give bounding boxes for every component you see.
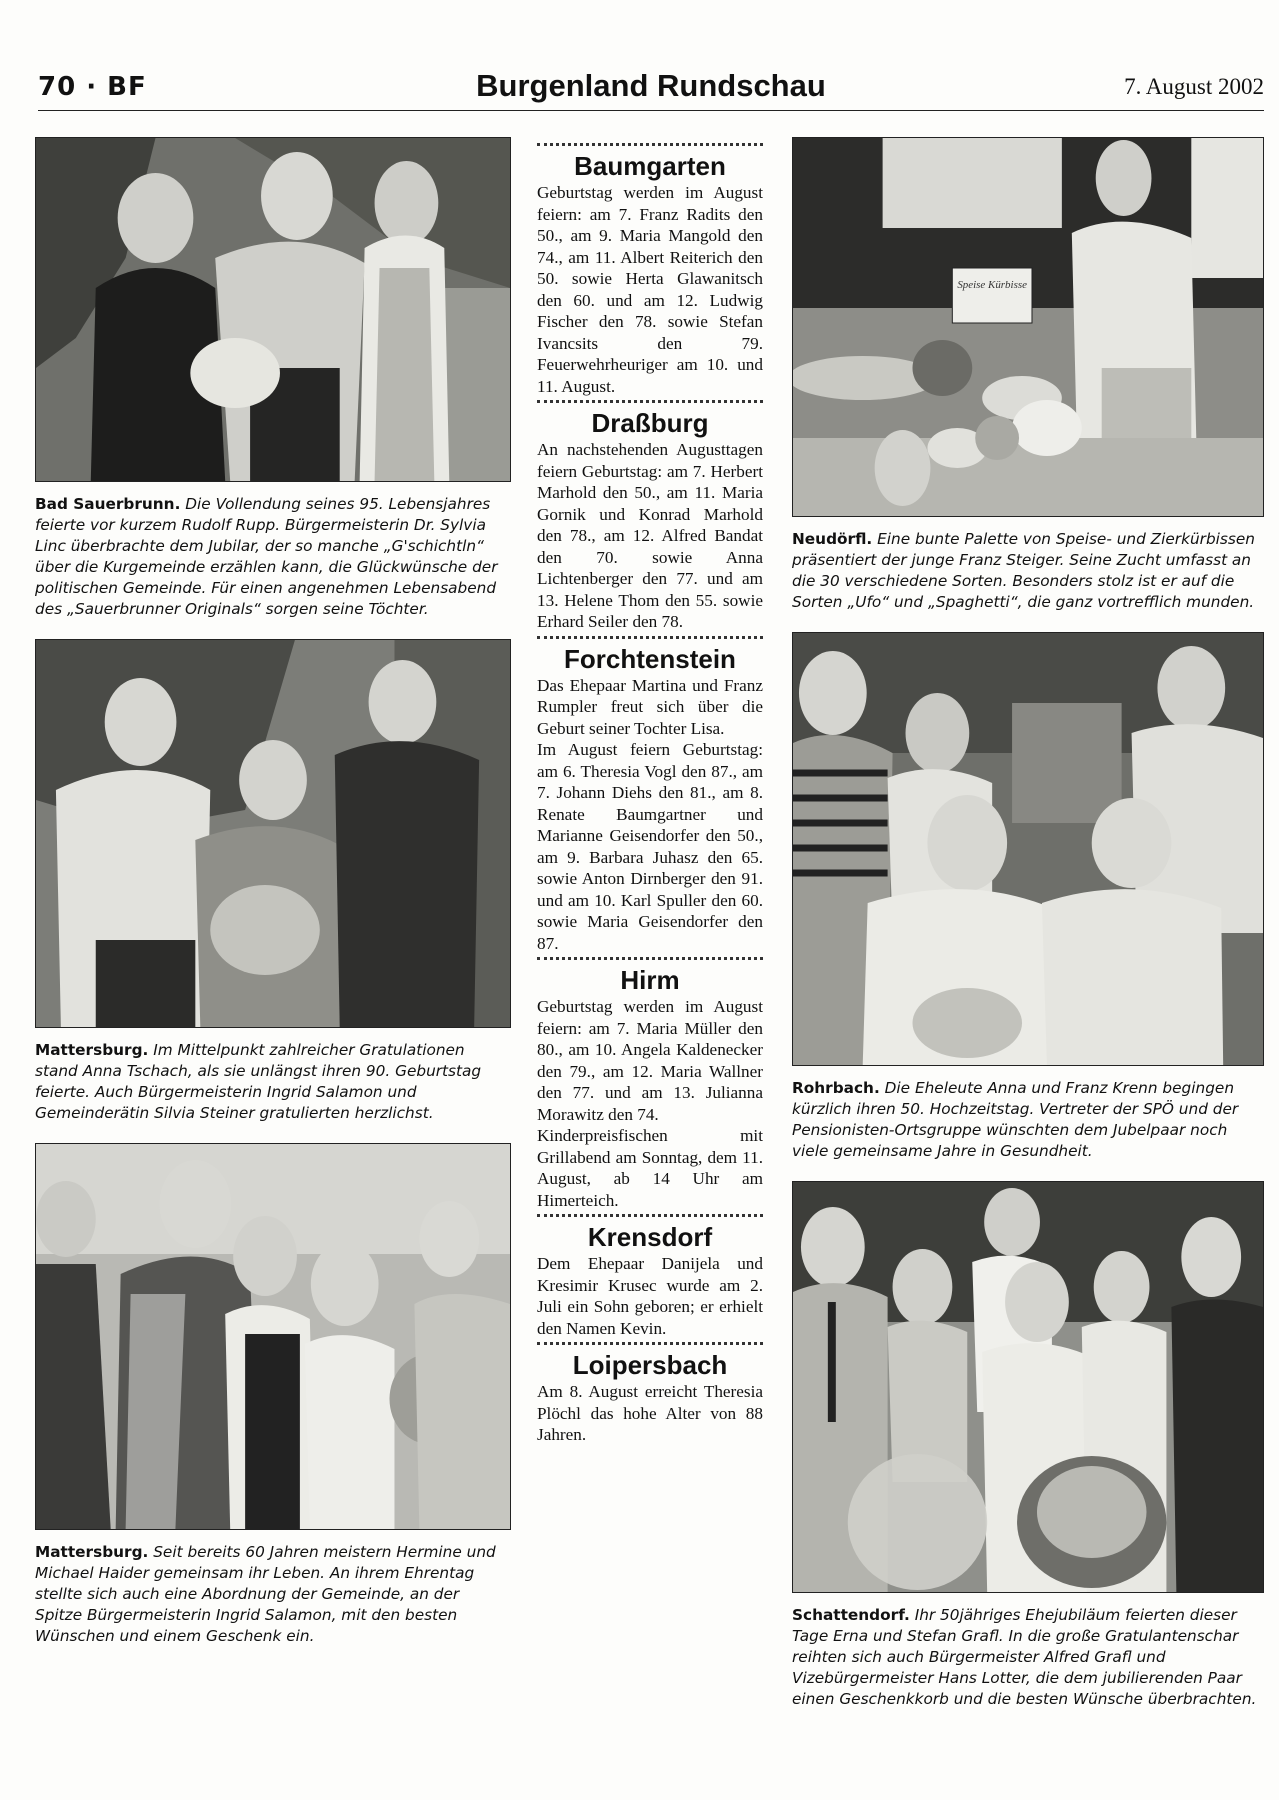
sign-text: Speise Kürbisse [957,278,1027,292]
left-column [35,137,511,1647]
caption-text: Ihr 50jähriges Ehejubiläum feierten dieser Tage Erna und Stefan Grafl. In die große Gratulantenschar reihten sich auch Bürgermeister Alfred Grafl und Vizebürgermeister Hans Lotter, die dem jubilierenden Paar einen Geschenkkorb und die besten Wünsche überbrachten. [792,1606,1257,1708]
caption-text: Seit bereits 60 Jahren meistern Hermine und Michael Haider gemeinsam ihr Leben. An ihrem Ehrentag stellte sich auch eine Abordnung der Gemeinde, an der Spitze Bürgermeisterin Ingrid Salamon, mit den besten Wünschen und einem Geschenk ein. [35,1543,496,1645]
text-hirm-2: Kinderpreisfischen mit Grillabend am Sonntag, dem 11. August, ab 14 Uhr am Himerteich. [537,1126,763,1210]
photo-rohrbach-krenn [792,632,1264,1066]
caption-place: Mattersburg. [35,1041,149,1059]
text-forchtenstein-2: Im August feiern Geburtstag: am 6. Theresia Vogl den 87., am 7. Johann Diehs den 81., am 8. Renate Baumgartner und Marianne Geisendorfer den 50., am 9. Barbara Juhasz den 65. sowie Anton Dirnberger den 91. und am 10. Karl Spuller den 60. sowie Maria Geisendorfer den 87. [537,740,763,953]
photo-schattendorf-grafl [792,1181,1264,1593]
issue-date: 7. August 2002 [1124,74,1264,99]
text-loipersbach: Am 8. August erreicht Theresia Plöchl das hohe Alter von 88 Jahren. [537,1382,763,1444]
page-header [38,62,1264,111]
text-forchtenstein-1: Das Ehepaar Martina und Franz Rumpler freut sich über die Geburt seiner Tochter Lisa. [537,675,763,738]
photo-mattersburg-haider [35,1143,511,1530]
text-baumgarten: Geburtstag werden im August feiern: am 7. Franz Radits den 50., am 9. Maria Mangold den 74., am 11. Albert Reiterich den 50. sowie Herta Glawanitsch den 60. und am 12. Ludwig Fischer den 78. sowie Stefan Ivancsits den 79. Feuerwehrheuriger am 10. und 11. August. [537,183,763,396]
right-column [792,137,1264,1710]
separator [537,143,763,146]
caption-neudoerfl [792,529,1264,613]
text-drassburg: An nachstehenden Augusttagen feiern Geburtstag: am 7. Herbert Marhold den 50., am 11. Maria Gornik und Konrad Marhold den 78., am 12. Alfred Bandat den 70. sowie Anna Lichtenberger den 77. und am 13. Helene Thom den 55. sowie Erhard Seiler den 78. [537,440,763,631]
separator [537,400,763,403]
text-krensdorf: Dem Ehepaar Danijela und Kresimir Krusec wurde am 2. Juli ein Sohn geboren; er erhielt den Namen Kevin. [537,1254,763,1338]
caption-place: Bad Sauerbrunn. [35,495,181,513]
caption-place: Mattersburg. [35,1543,149,1561]
caption-place: Rohrbach. [792,1079,880,1097]
middle-column [537,140,763,1446]
caption-place: Neudörfl. [792,530,873,548]
photo-mattersburg-anna-tschach [35,639,511,1028]
caption-bad-sauerbrunn [35,494,511,620]
heading-loipersbach: Loipersbach [572,1350,728,1380]
caption-text: Im Mittelpunkt zahlreicher Gratulationen stand Anna Tschach, als sie unlängst ihren 90. Geburtstag feierte. Auch Bürgermeisterin Ingrid Salamon und Gemeinderätin Silvia Steiner gratulierten herzlichst. [35,1041,482,1122]
caption-text: Die Vollendung seines 95. Lebensjahres feierte vor kurzem Rudolf Rupp. Bürgermeisterin Dr. Sylvia Linc überbrachte dem Jubilar, der so manche „G'schichtln“ über die Kurgemeinde erzählen kann, die Glückwünsche der politischen Gemeinde. Für einen angenehmen Lebensabend des „Sauerbrunner Originals“ sorgen seine Töchter. [35,495,498,618]
heading-baumgarten: Baumgarten [574,151,726,181]
caption-mattersburg-2 [35,1542,511,1647]
caption-text: Die Eheleute Anna und Franz Krenn begingen kürzlich ihren 50. Hochzeitstag. Vertreter der SPÖ und der Pensionisten-Ortsgruppe wünschten dem Jubelpaar noch viele gemeinsame Jahre in Gesundheit. [792,1079,1239,1160]
heading-hirm: Hirm [620,965,680,995]
newspaper-title: Burgenland Rundschau [476,68,826,103]
separator [537,1342,763,1345]
caption-text: Eine bunte Palette von Speise- und Zierkürbissen präsentiert der junge Franz Steiger. Seine Zucht umfasst an die 30 verschiedene Sorten. Besonders stolz ist er auf die Sorten „Ufo“ und „Spaghetti“, die ganz vortrefflich munden. [792,530,1255,611]
caption-mattersburg-1 [35,1040,511,1124]
caption-schattendorf [792,1605,1264,1710]
caption-place: Schattendorf. [792,1606,910,1624]
heading-krensdorf: Krensdorf [587,1222,713,1252]
photo-neudoerfl-kuerbisse [792,137,1264,517]
heading-forchtenstein: Forchtenstein [564,643,736,674]
heading-drassburg: Draßburg [591,408,709,438]
page-number: 70 · BF [38,72,147,102]
caption-rohrbach [792,1078,1264,1162]
photo-bad-sauerbrunn [35,137,511,482]
separator [537,636,763,639]
text-hirm-1: Geburtstag werden im August feiern: am 7. Maria Müller den 80., am 10. Angela Kaldenecker den 79., am 12. Maria Wallner den 77. und am 13. Julianna Morawitz den 74. [537,997,763,1124]
separator [537,1214,763,1217]
separator [537,957,763,960]
